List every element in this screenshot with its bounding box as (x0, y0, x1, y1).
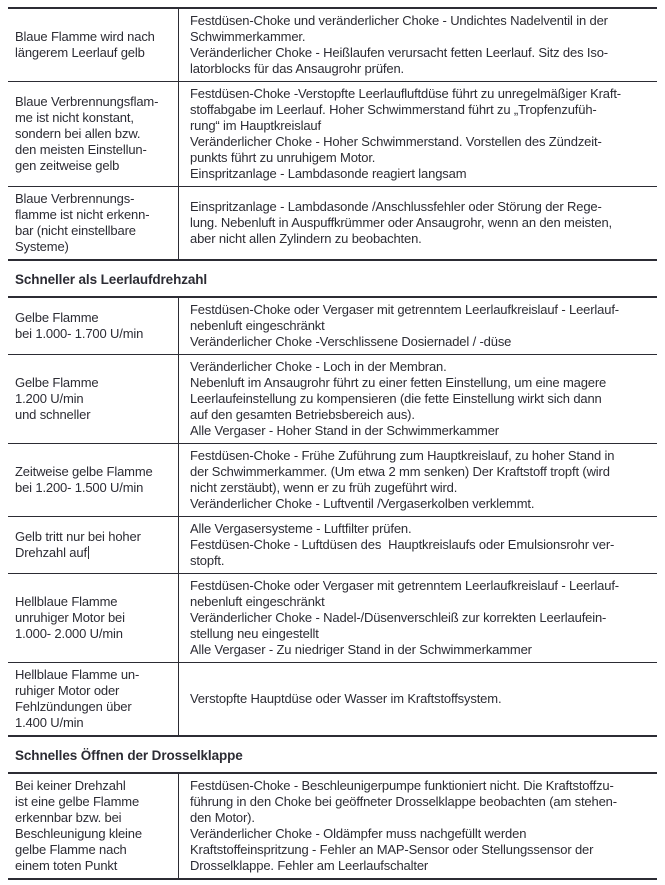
causes-cell (178, 663, 657, 735)
text-line: 1.000- 2.000 U/min (15, 626, 123, 641)
text-line: auf den gesamten Betriebsbereich aus). (190, 407, 415, 422)
text-line: Drosselklappe. Fehler am Leerlaufschalter (190, 858, 429, 873)
text-line: lung. Nebenluft in Auspuffkrümmer oder Ansaugrohr, wenn an den meisten, (190, 215, 612, 230)
symptom-cell (8, 187, 178, 259)
text-line: Veränderlicher Choke - Loch in der Membran. (190, 359, 447, 374)
text-line: längerem Leerlauf gelb (15, 45, 145, 60)
text-line: latorblocks für das Ansaugrohr prüfen. (190, 61, 404, 76)
text-line: Festdüsen-Choke - Beschleunigerpumpe funktioniert nicht. Die Kraftstoffzu- (190, 778, 614, 793)
text-line: Fehlzündungen über (15, 699, 132, 714)
symptom-cell (8, 9, 178, 81)
text-line: Kraftstoffeinspritzung - Fehler an MAP-Sensor oder Stellungssensor der (190, 842, 594, 857)
text-line: Hellblaue Flamme un- (15, 667, 140, 682)
causes-cell (178, 355, 657, 443)
causes-cell (178, 774, 657, 878)
text-line: Drehzahl auf (15, 545, 87, 560)
document-section (8, 7, 657, 261)
text-line: der Schwimmerkammer. (Um etwa 2 mm senken) Der Kraftstoff tropft (wird (190, 464, 610, 479)
text-line: gen zeitweise gelb (15, 158, 120, 173)
text-line: Schwimmerkammer. (190, 29, 306, 44)
table-row (8, 663, 657, 735)
causes-cell (178, 574, 657, 662)
text-line: ruhiger Motor oder (15, 683, 120, 698)
text-line: flamme ist nicht erkenn- (15, 207, 150, 222)
text-line: bar (nicht einstellbare (15, 223, 136, 238)
text-line: me ist nicht konstant, (15, 110, 134, 125)
text-line: stoffabgabe im Leerlauf. Hoher Schwimmerstand führt zu „Tropfenzufüh- (190, 102, 597, 117)
table-row (8, 774, 657, 878)
text-line: nebenluft eingeschränkt (190, 594, 325, 609)
text-line: ist eine gelbe Flamme (15, 794, 140, 809)
text-line: Veränderlicher Choke - Luftventil /Vergaserkolben verklemmt. (190, 496, 535, 511)
text-line: Veränderlicher Choke - Nadel-/Düsenverschleiß zur korrekten Leerlaufein- (190, 610, 607, 625)
text-line: Festdüsen-Choke - Luftdüsen des Hauptkreislaufs oder Emulsionsrohr ver- (190, 537, 615, 552)
text-line: 1.200 U/min (15, 391, 84, 406)
text-line: Festdüsen-Choke und veränderlicher Choke - Undichtes Nadelventil in der (190, 13, 608, 28)
text-line: 1.400 U/min (15, 715, 84, 730)
text-line: erkennbar bzw. bei (15, 810, 122, 825)
table-row (8, 355, 657, 444)
text-line: Veränderlicher Choke - Heißlaufen verursacht fetten Leerlauf. Sitz des Iso- (190, 45, 608, 60)
table-row (8, 82, 657, 187)
symptom-cell (8, 663, 178, 735)
section-heading: Schnelles Öffnen der Drosselklappe (15, 748, 243, 763)
text-line: Einspritzanlage - Lambdasonde /Anschlussfehler oder Störung der Rege- (190, 199, 602, 214)
symptom-cell (8, 774, 178, 878)
text-line: bei 1.200- 1.500 U/min (15, 480, 144, 495)
symptom-cell (8, 298, 178, 354)
diagnostic-table (8, 772, 657, 880)
causes-cell (178, 187, 657, 259)
text-line: aber nicht allen Zylindern zu beobachten. (190, 231, 422, 246)
text-line: Hellblaue Flamme (15, 594, 118, 609)
symptom-cell (8, 517, 178, 573)
symptom-cell (8, 574, 178, 662)
text-line: gelbe Flamme nach (15, 842, 127, 857)
symptom-cell (8, 82, 178, 186)
text-cursor (88, 546, 89, 559)
text-line: Alle Vergaser - Zu niedriger Stand in der Schwimmerkammer (190, 642, 532, 657)
table-row (8, 574, 657, 663)
causes-cell (178, 298, 657, 354)
text-line: Gelb tritt nur bei hoher (15, 529, 141, 544)
causes-cell (178, 9, 657, 81)
table-row (8, 298, 657, 355)
text-line: Leerlaufeinstellung zu kompensieren (die fette Einstellung wirkt sich dann (190, 391, 602, 406)
text-line: Festdüsen-Choke - Frühe Zuführung zum Hauptkreislauf, zu hoher Stand in (190, 448, 615, 463)
causes-cell (178, 82, 657, 186)
text-line: nicht zerstäubt), wenn er zu früh zugeführt wird. (190, 480, 458, 495)
text-line: und schneller (15, 407, 91, 422)
text-line: stopft. (190, 553, 225, 568)
text-line: Gelbe Flamme (15, 310, 99, 325)
text-line: Einspritzanlage - Lambdasonde reagiert langsam (190, 166, 467, 181)
text-line: Blaue Flamme wird nach (15, 29, 155, 44)
text-line: stellung neu eingestellt (190, 626, 319, 641)
text-line: Alle Vergaser - Hoher Stand in der Schwimmerkammer (190, 423, 499, 438)
text-line: rung“ im Hauptkreislauf (190, 118, 321, 133)
table-row (8, 9, 657, 82)
text-line: Beschleunigung kleine (15, 826, 142, 841)
diagnostic-table-root (8, 7, 657, 880)
section-heading: Schneller als Leerlaufdrehzahl (15, 272, 208, 287)
text-line: Festdüsen-Choke -Verstopfte Leerlaufluftdüse führt zu unregelmäßiger Kraft- (190, 86, 621, 101)
text-line: Bei keiner Drehzahl (15, 778, 126, 793)
text-line: Verstopfte Hauptdüse oder Wasser im Kraftstoffsystem. (190, 691, 502, 706)
text-line: Festdüsen-Choke oder Vergaser mit getrenntem Leerlaufkreislauf - Leerlauf- (190, 302, 619, 317)
text-line: unruhiger Motor bei (15, 610, 125, 625)
text-line: Gelbe Flamme (15, 375, 99, 390)
text-line: bei 1.000- 1.700 U/min (15, 326, 144, 341)
text-line: Festdüsen-Choke oder Vergaser mit getrenntem Leerlaufkreislauf - Leerlauf- (190, 578, 619, 593)
document-section (8, 272, 657, 737)
text-line: einem toten Punkt (15, 858, 118, 873)
symptom-cell (8, 444, 178, 516)
text-line: den Motor). (190, 810, 255, 825)
table-row (8, 517, 657, 574)
causes-cell (178, 517, 657, 573)
text-line: Zeitweise gelbe Flamme (15, 464, 153, 479)
diagnostic-table (8, 296, 657, 737)
text-line: sondern bei allen bzw. (15, 126, 141, 141)
text-line: Systeme) (15, 239, 69, 254)
text-line: Blaue Verbrennungsflam- (15, 94, 159, 109)
symptom-cell (8, 355, 178, 443)
table-row (8, 187, 657, 259)
causes-cell (178, 444, 657, 516)
text-line: Alle Vergasersysteme - Luftfilter prüfen. (190, 521, 412, 536)
text-line: Blaue Verbrennungs- (15, 191, 135, 206)
table-row (8, 444, 657, 517)
text-line: Veränderlicher Choke - Oldämpfer muss nachgefüllt werden (190, 826, 527, 841)
text-line: nebenluft eingeschränkt (190, 318, 325, 333)
text-line: Veränderlicher Choke -Verschlissene Dosiernadel / -düse (190, 334, 512, 349)
text-line: Veränderlicher Choke - Hoher Schwimmerstand. Vorstellen des Zündzeit- (190, 134, 602, 149)
text-line: den meisten Einstellun- (15, 142, 147, 157)
text-line: Nebenluft im Ansaugrohr führt zu einer fetten Einstellung, um eine magere (190, 375, 607, 390)
text-line: punkts führt zu unruhigem Motor. (190, 150, 376, 165)
text-line: führung in den Choke bei geöffneter Drosselklappe beobachten (am stehen- (190, 794, 617, 809)
document-section (8, 748, 657, 880)
diagnostic-table (8, 7, 657, 261)
